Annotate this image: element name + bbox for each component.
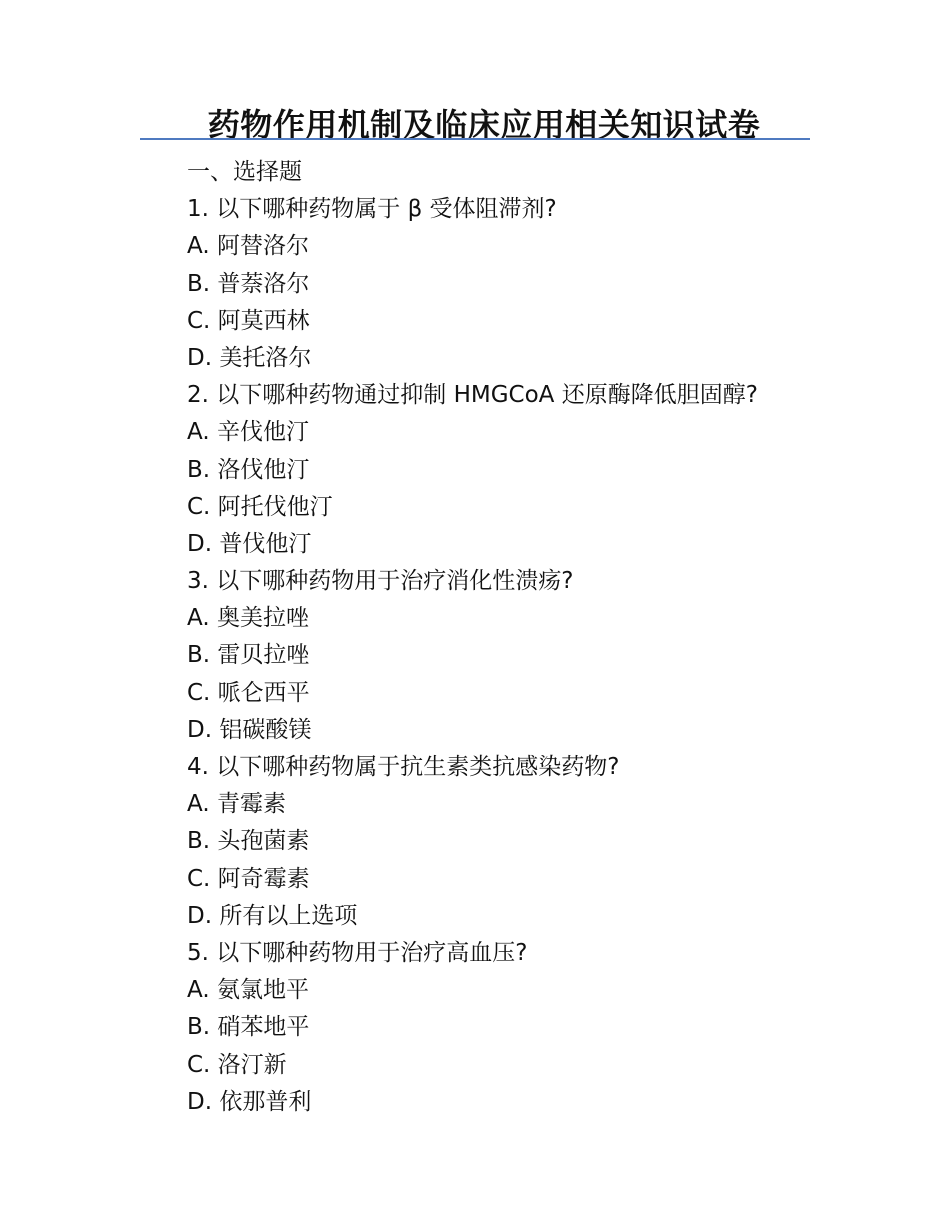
option-b: B. 洛伐他汀 [187,456,310,483]
option-c: C. 阿奇霉素 [187,865,310,892]
option-d: D. 美托洛尔 [187,344,312,371]
option-c: C. 阿托伐他汀 [187,493,333,520]
question-block [187,749,827,935]
option-b: B. 雷贝拉唑 [187,642,310,669]
option-a: A. 青霉素 [187,791,286,818]
option-b: B. 普萘洛尔 [187,270,310,297]
question-text: 5. 以下哪种药物用于治疗高血压? [187,939,528,966]
option-a: A. 阿替洛尔 [187,233,309,260]
option-a: A. 奥美拉唑 [187,605,309,632]
option-d: D. 依那普利 [187,1088,312,1115]
option-c: C. 哌仑西平 [187,679,310,706]
document-title: 药物作用机制及临床应用相关知识试卷 [207,106,761,144]
question-block [187,191,827,377]
question-text: 1. 以下哪种药物属于 β 受体阻滞剂? [187,196,557,223]
question-text: 4. 以下哪种药物属于抗生素类抗感染药物? [187,754,620,780]
document-body [187,154,827,1121]
option-c: C. 洛汀新 [187,1051,287,1078]
section-heading: 一、选择题 [187,159,302,185]
title-underline [140,138,810,140]
option-d: D. 铝碳酸镁 [187,716,312,743]
question-block [187,377,827,563]
question-block [187,935,827,1121]
question-text: 3. 以下哪种药物用于治疗消化性溃疡? [187,568,574,595]
question-block [187,563,827,749]
option-c: C. 阿莫西林 [187,307,310,334]
option-b: B. 头孢菌素 [187,828,310,855]
option-b: B. 硝苯地平 [187,1014,310,1041]
option-d: D. 所有以上选项 [187,902,358,929]
option-a: A. 辛伐他汀 [187,419,309,446]
option-a: A. 氨氯地平 [187,977,309,1004]
question-text: 2. 以下哪种药物通过抑制 HMGCoA 还原酶降低胆固醇? [187,382,758,409]
option-d: D. 普伐他汀 [187,530,312,557]
